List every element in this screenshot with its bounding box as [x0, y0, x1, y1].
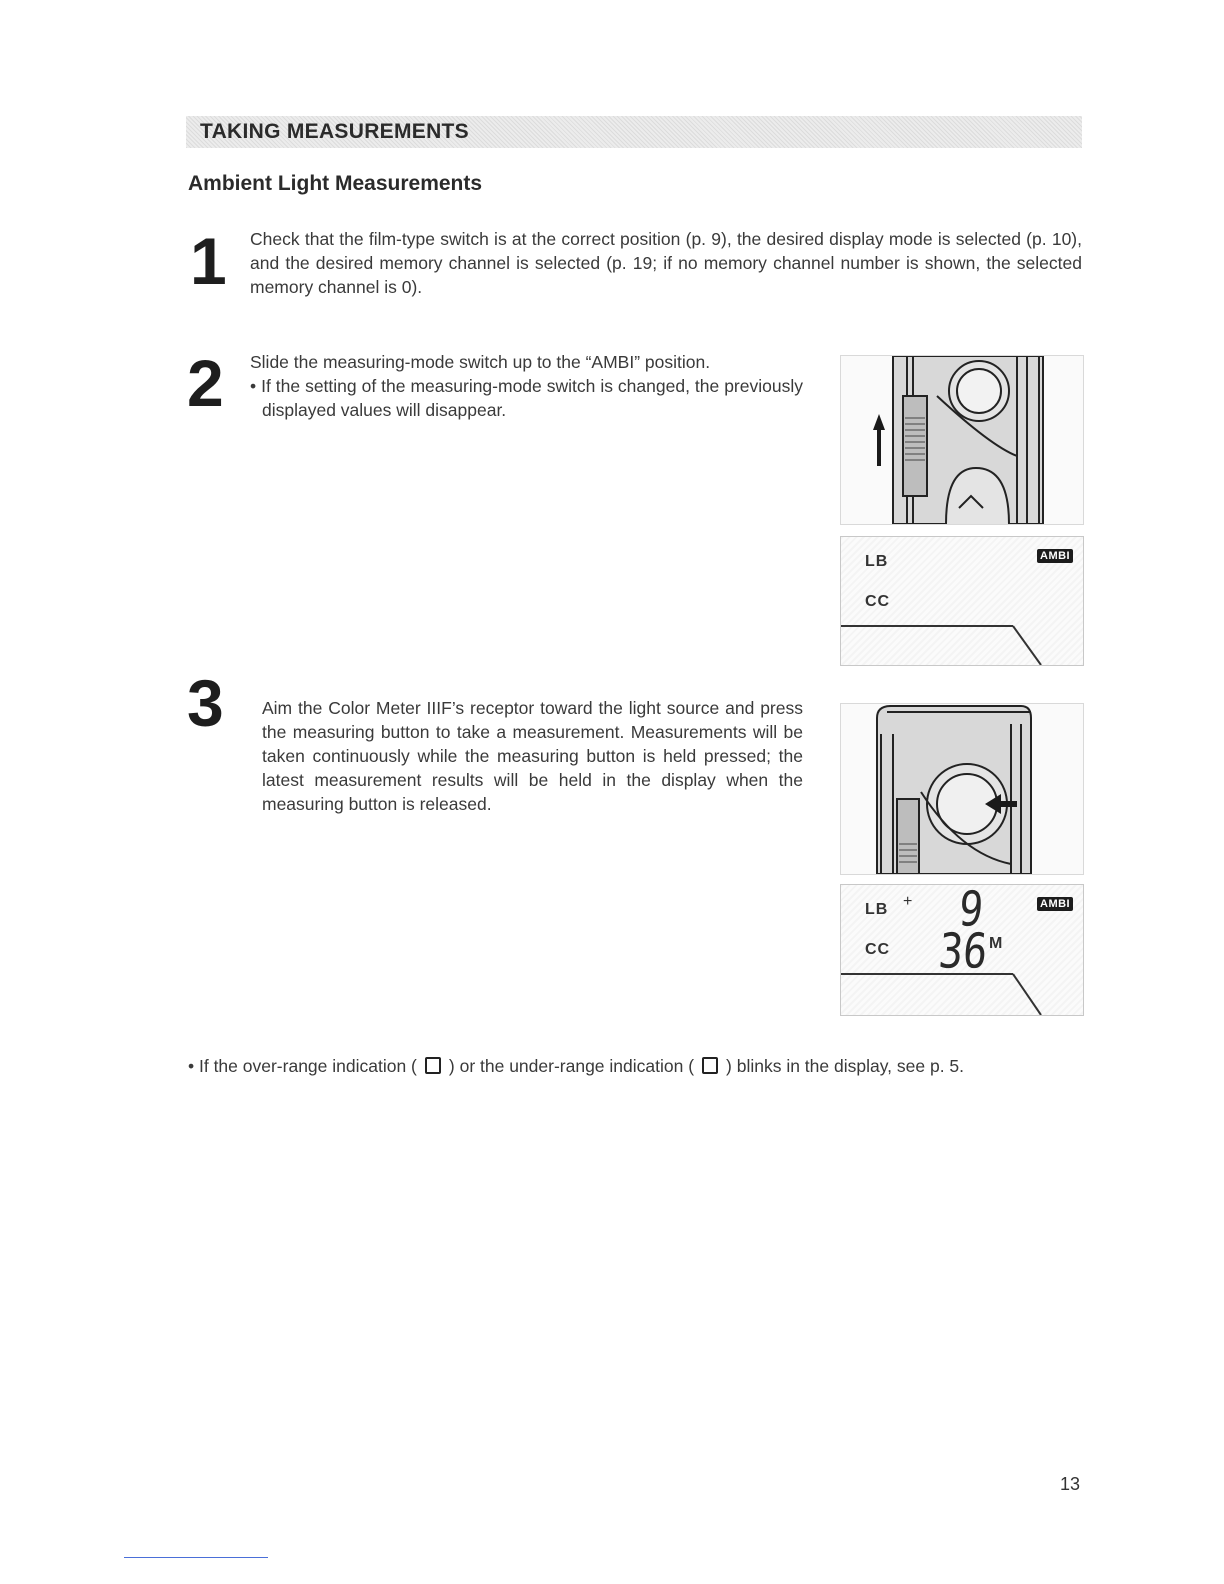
- receptor-illustration: [840, 703, 1084, 875]
- range-note: [188, 1056, 964, 1077]
- lb-sign: +: [903, 893, 914, 910]
- note-part-2: ) or the under-range indication (: [448, 1056, 695, 1076]
- footer-rule: [124, 1557, 268, 1558]
- step-3-number: 3: [187, 666, 224, 740]
- section-banner: [186, 116, 1082, 148]
- step-3-text: Aim the Color Meter IIIF’s receptor toward the light source and press the measuring button to take a measurement. Measurements will be taken continuously while the measuring button is held pressed; the latest measurement results will be held in the display when the measuring button is released.: [262, 698, 803, 814]
- step-2-main: Slide the measuring-mode switch up to the “AMBI” position.: [250, 352, 711, 372]
- lb-label: LB: [865, 553, 889, 570]
- lcd-edge-lines: [841, 537, 1083, 665]
- step-2-bullet: • If the setting of the measuring-mode switch is changed, the previously displayed values will disappear.: [250, 376, 803, 420]
- switch-illustration: [840, 355, 1084, 525]
- section-title: TAKING MEASUREMENTS: [200, 120, 469, 143]
- step-2-text: [250, 350, 803, 422]
- lcd-display-ambi: [840, 536, 1084, 666]
- switch-drawing: [841, 356, 1083, 524]
- lb-value: 9: [956, 882, 986, 938]
- note-part-3: ) blinks in the display, see p. 5.: [726, 1056, 965, 1076]
- cc-unit: M: [989, 935, 1004, 952]
- lcd-display-reading: [840, 884, 1084, 1016]
- step-2-number: 2: [187, 346, 224, 420]
- under-range-icon: [702, 1057, 718, 1074]
- lcd-edge-lines: [841, 885, 1083, 1015]
- cc-label: CC: [865, 941, 891, 958]
- cc-value: 36: [936, 924, 990, 980]
- ambi-badge: AMBI: [1037, 897, 1073, 911]
- lb-label: LB: [865, 901, 889, 918]
- ambi-badge: AMBI: [1037, 549, 1073, 563]
- receptor-drawing: [841, 704, 1083, 874]
- subsection-title: Ambient Light Measurements: [188, 172, 483, 195]
- page-number: 13: [1060, 1474, 1081, 1494]
- step-1-text: Check that the film-type switch is at the correct position (p. 9), the desired display mode is selected (p. 10), and the desired memory channel is selected (p. 19; if no memory channel number is shown, the selected memory channel is 0).: [250, 229, 1082, 297]
- over-range-icon: [425, 1057, 441, 1074]
- note-part-1: • If the over-range indication (: [188, 1056, 417, 1076]
- step-1-number: 1: [190, 224, 227, 298]
- cc-label: CC: [865, 593, 891, 610]
